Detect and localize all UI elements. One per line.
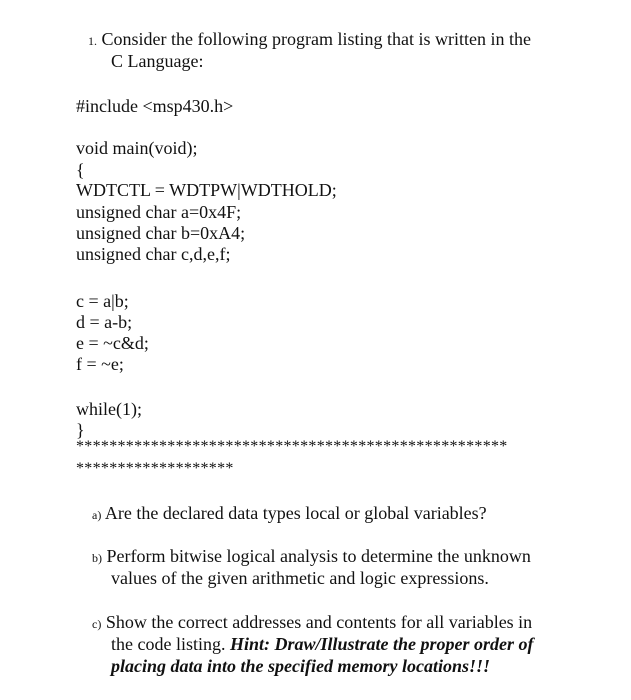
separator-stars-2: ******************* xyxy=(76,460,234,477)
part-b-line-2: values of the given arithmetic and logic expressions. xyxy=(111,568,489,588)
question-line-2: C Language: xyxy=(111,51,204,71)
code-decl-b: unsigned char b=0xA4; xyxy=(76,223,246,243)
code-open-brace: { xyxy=(76,160,85,180)
part-c-line-2 xyxy=(111,633,534,655)
code-wdt: WDTCTL = WDTPW|WDTHOLD; xyxy=(76,180,337,200)
question-text-1: Consider the following program listing that is written in the xyxy=(101,29,531,49)
code-expr-c: c = a|b; xyxy=(76,291,129,311)
code-close-brace: } xyxy=(76,420,85,440)
code-expr-e: e = ~c&d; xyxy=(76,333,149,353)
code-include: #include <msp430.h> xyxy=(76,96,234,116)
code-decl-cdef: unsigned char c,d,e,f; xyxy=(76,244,231,264)
part-c-text-1: Show the correct addresses and contents for all variables in xyxy=(105,612,533,632)
code-main-decl: void main(void); xyxy=(76,138,198,158)
part-c-hint-2: placing data into the specified memory locations!!! xyxy=(111,656,490,676)
part-a-text: Are the declared data types local or global variables? xyxy=(104,503,487,523)
separator-stars-1: **************************************************** xyxy=(76,438,508,455)
part-a xyxy=(92,502,487,526)
code-while: while(1); xyxy=(76,399,142,419)
part-a-label: a) xyxy=(92,508,102,522)
question-line-1 xyxy=(88,28,531,52)
part-b-line-1 xyxy=(92,545,531,569)
code-decl-a: unsigned char a=0x4F; xyxy=(76,202,242,222)
part-c-text-2: the code listing. xyxy=(111,634,230,654)
code-expr-d: d = a-b; xyxy=(76,312,133,332)
part-c-hint-1: Hint: Draw/Illustrate the proper order of xyxy=(229,634,534,654)
code-expr-f: f = ~e; xyxy=(76,354,124,374)
part-b-label: b) xyxy=(92,551,102,565)
part-c-label: c) xyxy=(92,617,102,631)
question-number: 1. xyxy=(88,34,97,48)
part-c-line-1 xyxy=(92,611,532,635)
part-b-text-1: Perform bitwise logical analysis to determine the unknown xyxy=(106,546,531,566)
